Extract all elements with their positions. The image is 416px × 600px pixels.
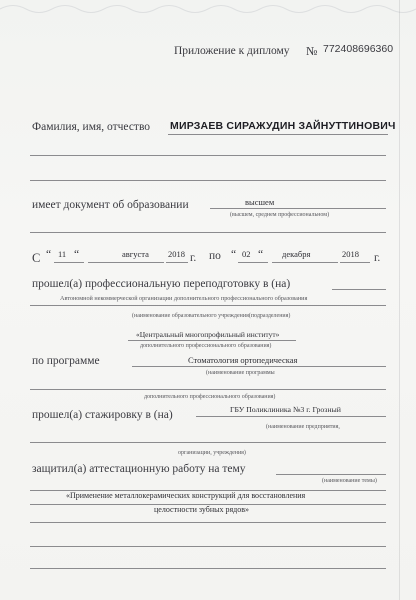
internship-label: прошел(а) стажировку в (на) [32, 409, 173, 421]
program-label: по программе [32, 355, 100, 367]
quote-open-1: “ [46, 249, 52, 261]
full-name-value: МИРЗАЕВ СИРАЖУДИН ЗАЙНУТТИНОВИЧ [170, 120, 396, 132]
blank-line-7 [30, 546, 386, 547]
blank-line-2 [30, 180, 386, 181]
page-fold [399, 0, 400, 600]
quote-open-2: “ [231, 249, 237, 261]
internship-line [196, 416, 386, 417]
number-sign: № [306, 44, 318, 58]
to-year-line [340, 262, 370, 263]
program-line [132, 366, 386, 367]
from-year-line [166, 262, 188, 263]
from-month-line [88, 262, 164, 263]
retraining-label: прошел(а) профессиональную переподготовку в (на) [32, 278, 291, 290]
program-caption: (наименование программы [206, 370, 275, 376]
period-from-prefix: С [32, 251, 41, 265]
period-from-year: 2018 [168, 249, 185, 259]
thesis-label: защитил(а) аттестационную работу на тему [32, 463, 246, 475]
decorative-border [0, 0, 416, 18]
org-line [30, 305, 386, 306]
retraining-org-value: Автономной некоммерческой организации дополнительного профессионального образования [60, 295, 308, 302]
retraining-line [332, 289, 386, 290]
period-to-prefix: по [209, 250, 221, 262]
quote-close-1: “ [74, 249, 80, 261]
internship-caption-2: организации, учреждения) [178, 450, 246, 456]
education-caption: (высшем, среднем профессиональном) [230, 212, 330, 218]
full-name-line [168, 134, 388, 135]
to-day-line [238, 262, 268, 263]
retraining-institute-caption: дополнительного профессионального образования) [140, 343, 272, 349]
education-value: высшем [245, 197, 275, 207]
appendix-label: Приложение к диплому [174, 45, 290, 57]
period-from-month: августа [122, 249, 149, 259]
period-to-month: декабря [282, 249, 311, 259]
internship-caption: (наименование предприятия, [266, 424, 340, 430]
institute-line [128, 340, 296, 341]
period-year-suffix-2: г. [374, 252, 381, 264]
thesis-caption: (наименование темы) [322, 478, 377, 484]
thesis-line [276, 474, 386, 475]
from-day-line [54, 262, 84, 263]
retraining-org-caption: (наименование образовательного учреждения(подразделения) [132, 313, 291, 319]
quote-close-2: “ [258, 249, 264, 261]
period-to-day: 02 [242, 249, 251, 259]
blank-line-4 [30, 389, 386, 390]
period-year-suffix-1: г. [190, 252, 197, 264]
period-from-day: 11 [58, 249, 67, 259]
blank-line-3 [30, 232, 386, 233]
blank-line-5 [30, 442, 386, 443]
program-value: Стоматология ортопедическая [188, 355, 298, 365]
retraining-institute-value: «Центральный многопрофильный институт» [136, 330, 280, 339]
full-name-label: Фамилия, имя, отчество [32, 121, 151, 133]
to-month-line [272, 262, 338, 263]
diploma-number: 772408696360 [323, 43, 394, 55]
education-line [210, 208, 386, 209]
period-to-year: 2018 [342, 249, 359, 259]
internship-value: ГБУ Поликлиника №3 г. Грозный [230, 405, 341, 414]
thesis-title-line-1: «Применение металлокерамических конструкций для восстановления [66, 491, 306, 500]
program-caption-2: дополнительного профессионального образования) [144, 394, 276, 400]
blank-line-8 [30, 568, 386, 569]
blank-line-1 [30, 155, 386, 156]
thesis-title-line-2: целостности зубных рядов» [154, 505, 250, 514]
education-label: имеет документ об образовании [32, 199, 189, 211]
thesis-title-line-rule-2 [30, 522, 386, 523]
